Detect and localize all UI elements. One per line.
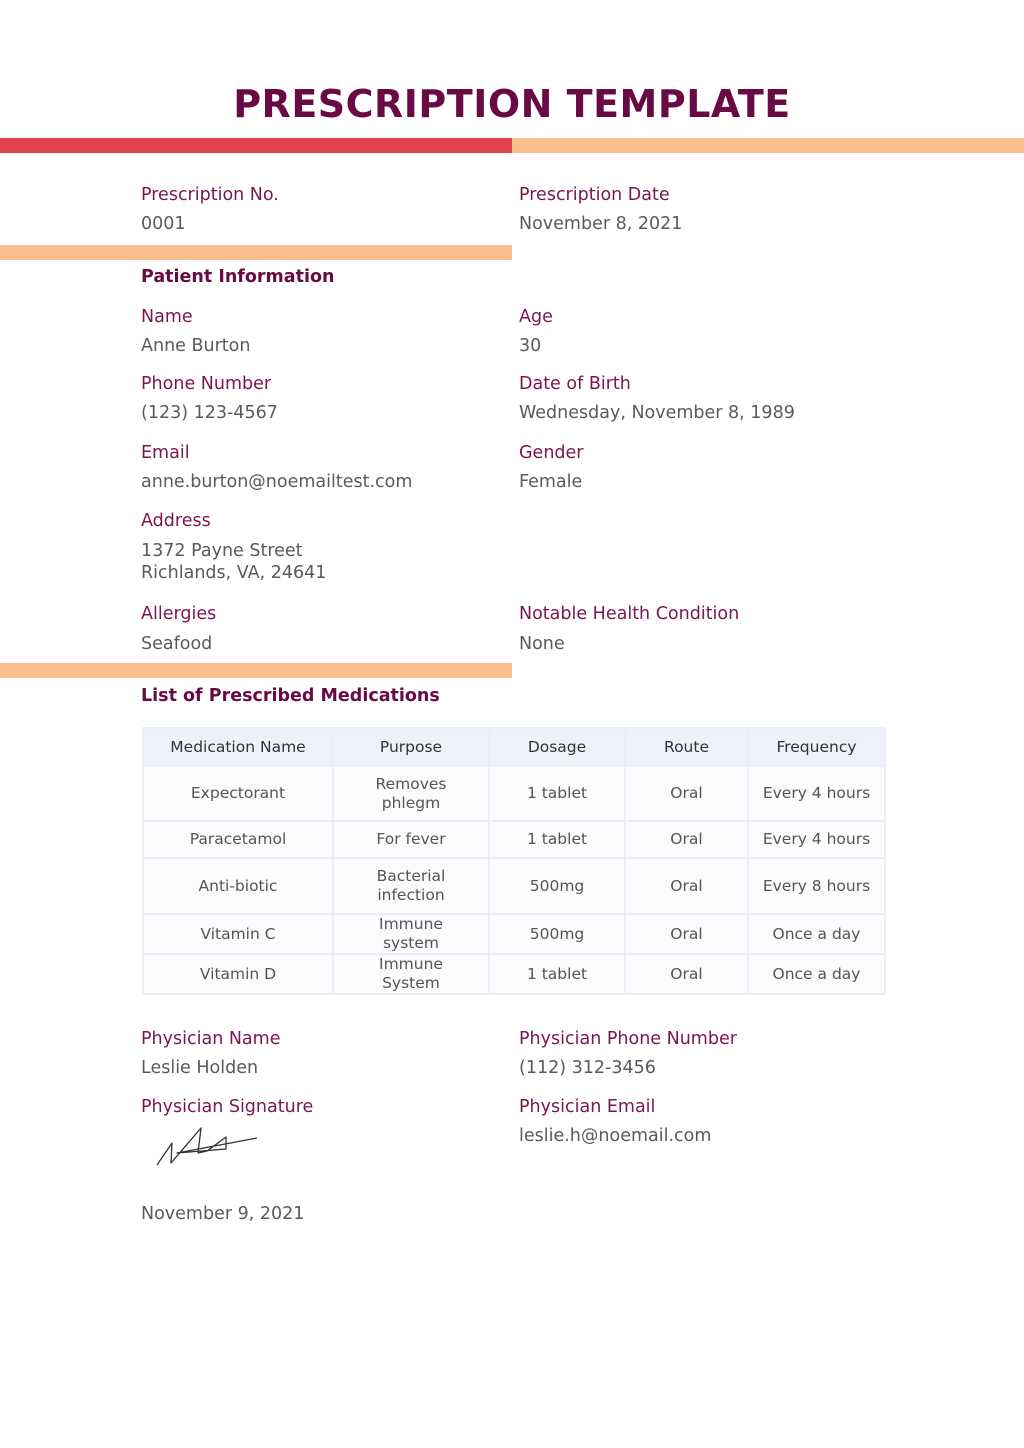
patient-phone: (123) 123-4567 [141,403,278,423]
physician-phone-label: Physician Phone Number [519,1029,737,1049]
patient-age: 30 [519,336,542,356]
patient-allergies: Seafood [141,634,213,654]
patient-gender: Female [519,472,583,492]
column-header: Purpose [333,728,489,766]
patient-dob: Wednesday, November 8, 1989 [519,403,795,423]
name-label: Name [141,307,193,327]
table-cell: Every 4 hours [748,821,885,858]
table-row [143,858,885,914]
signed-date: November 9, 2021 [141,1204,305,1224]
email-label: Email [141,443,190,463]
table-cell: Oral [625,821,748,858]
column-header: Frequency [748,728,885,766]
page-title: PRESCRIPTION TEMPLATE [233,82,791,126]
table-row [143,954,885,994]
address-line1: 1372 Payne Street [141,541,303,561]
physician-email: leslie.h@noemail.com [519,1126,712,1146]
table-cell: Immune system [333,914,489,954]
condition-label: Notable Health Condition [519,604,740,624]
table-cell: Oral [625,914,748,954]
physician-phone: (112) 312-3456 [519,1058,656,1078]
table-cell: Bacterial infection [333,858,489,914]
section-divider [0,663,512,678]
table-cell: Once a day [748,954,885,994]
medications-table [142,727,886,995]
column-header: Medication Name [143,728,333,766]
gender-label: Gender [519,443,584,463]
column-header: Route [625,728,748,766]
column-header: Dosage [489,728,625,766]
table-cell: Every 8 hours [748,858,885,914]
table-cell: Expectorant [143,766,333,821]
patient-info-heading: Patient Information [141,267,335,287]
table-cell: Paracetamol [143,821,333,858]
table-cell: 1 tablet [489,766,625,821]
table-cell: Every 4 hours [748,766,885,821]
header-bar-red [0,138,512,153]
table-cell: Removes phlegm [333,766,489,821]
table-cell: 500mg [489,858,625,914]
table-cell: Immune System [333,954,489,994]
allergies-label: Allergies [141,604,217,624]
header-bar-peach [512,138,1024,153]
prescription-date-label: Prescription Date [519,185,670,205]
table-row [143,914,885,954]
patient-email: anne.burton@noemailtest.com [141,472,413,492]
table-row [143,821,885,858]
section-divider [0,245,512,260]
physician-name: Leslie Holden [141,1058,259,1078]
age-label: Age [519,307,553,327]
table-cell: Vitamin D [143,954,333,994]
medications-heading: List of Prescribed Medications [141,686,440,706]
table-cell: For fever [333,821,489,858]
phone-label: Phone Number [141,374,272,394]
prescription-date: November 8, 2021 [519,214,683,234]
table-cell: Oral [625,954,748,994]
table-cell: Vitamin C [143,914,333,954]
prescription-no: 0001 [141,214,186,234]
table-cell: Oral [625,766,748,821]
table-cell: Oral [625,858,748,914]
signature-image [154,1125,260,1169]
prescription-no-label: Prescription No. [141,185,279,205]
table-cell: Anti-biotic [143,858,333,914]
physician-name-label: Physician Name [141,1029,281,1049]
address-label: Address [141,511,211,531]
physician-signature-label: Physician Signature [141,1097,314,1117]
table-cell: 500mg [489,914,625,954]
dob-label: Date of Birth [519,374,631,394]
patient-name: Anne Burton [141,336,251,356]
table-cell: 1 tablet [489,821,625,858]
physician-email-label: Physician Email [519,1097,656,1117]
table-cell: 1 tablet [489,954,625,994]
table-cell: Once a day [748,914,885,954]
table-header-row [143,728,885,766]
patient-condition: None [519,634,565,654]
table-row [143,766,885,821]
address-line2: Richlands, VA, 24641 [141,563,327,583]
